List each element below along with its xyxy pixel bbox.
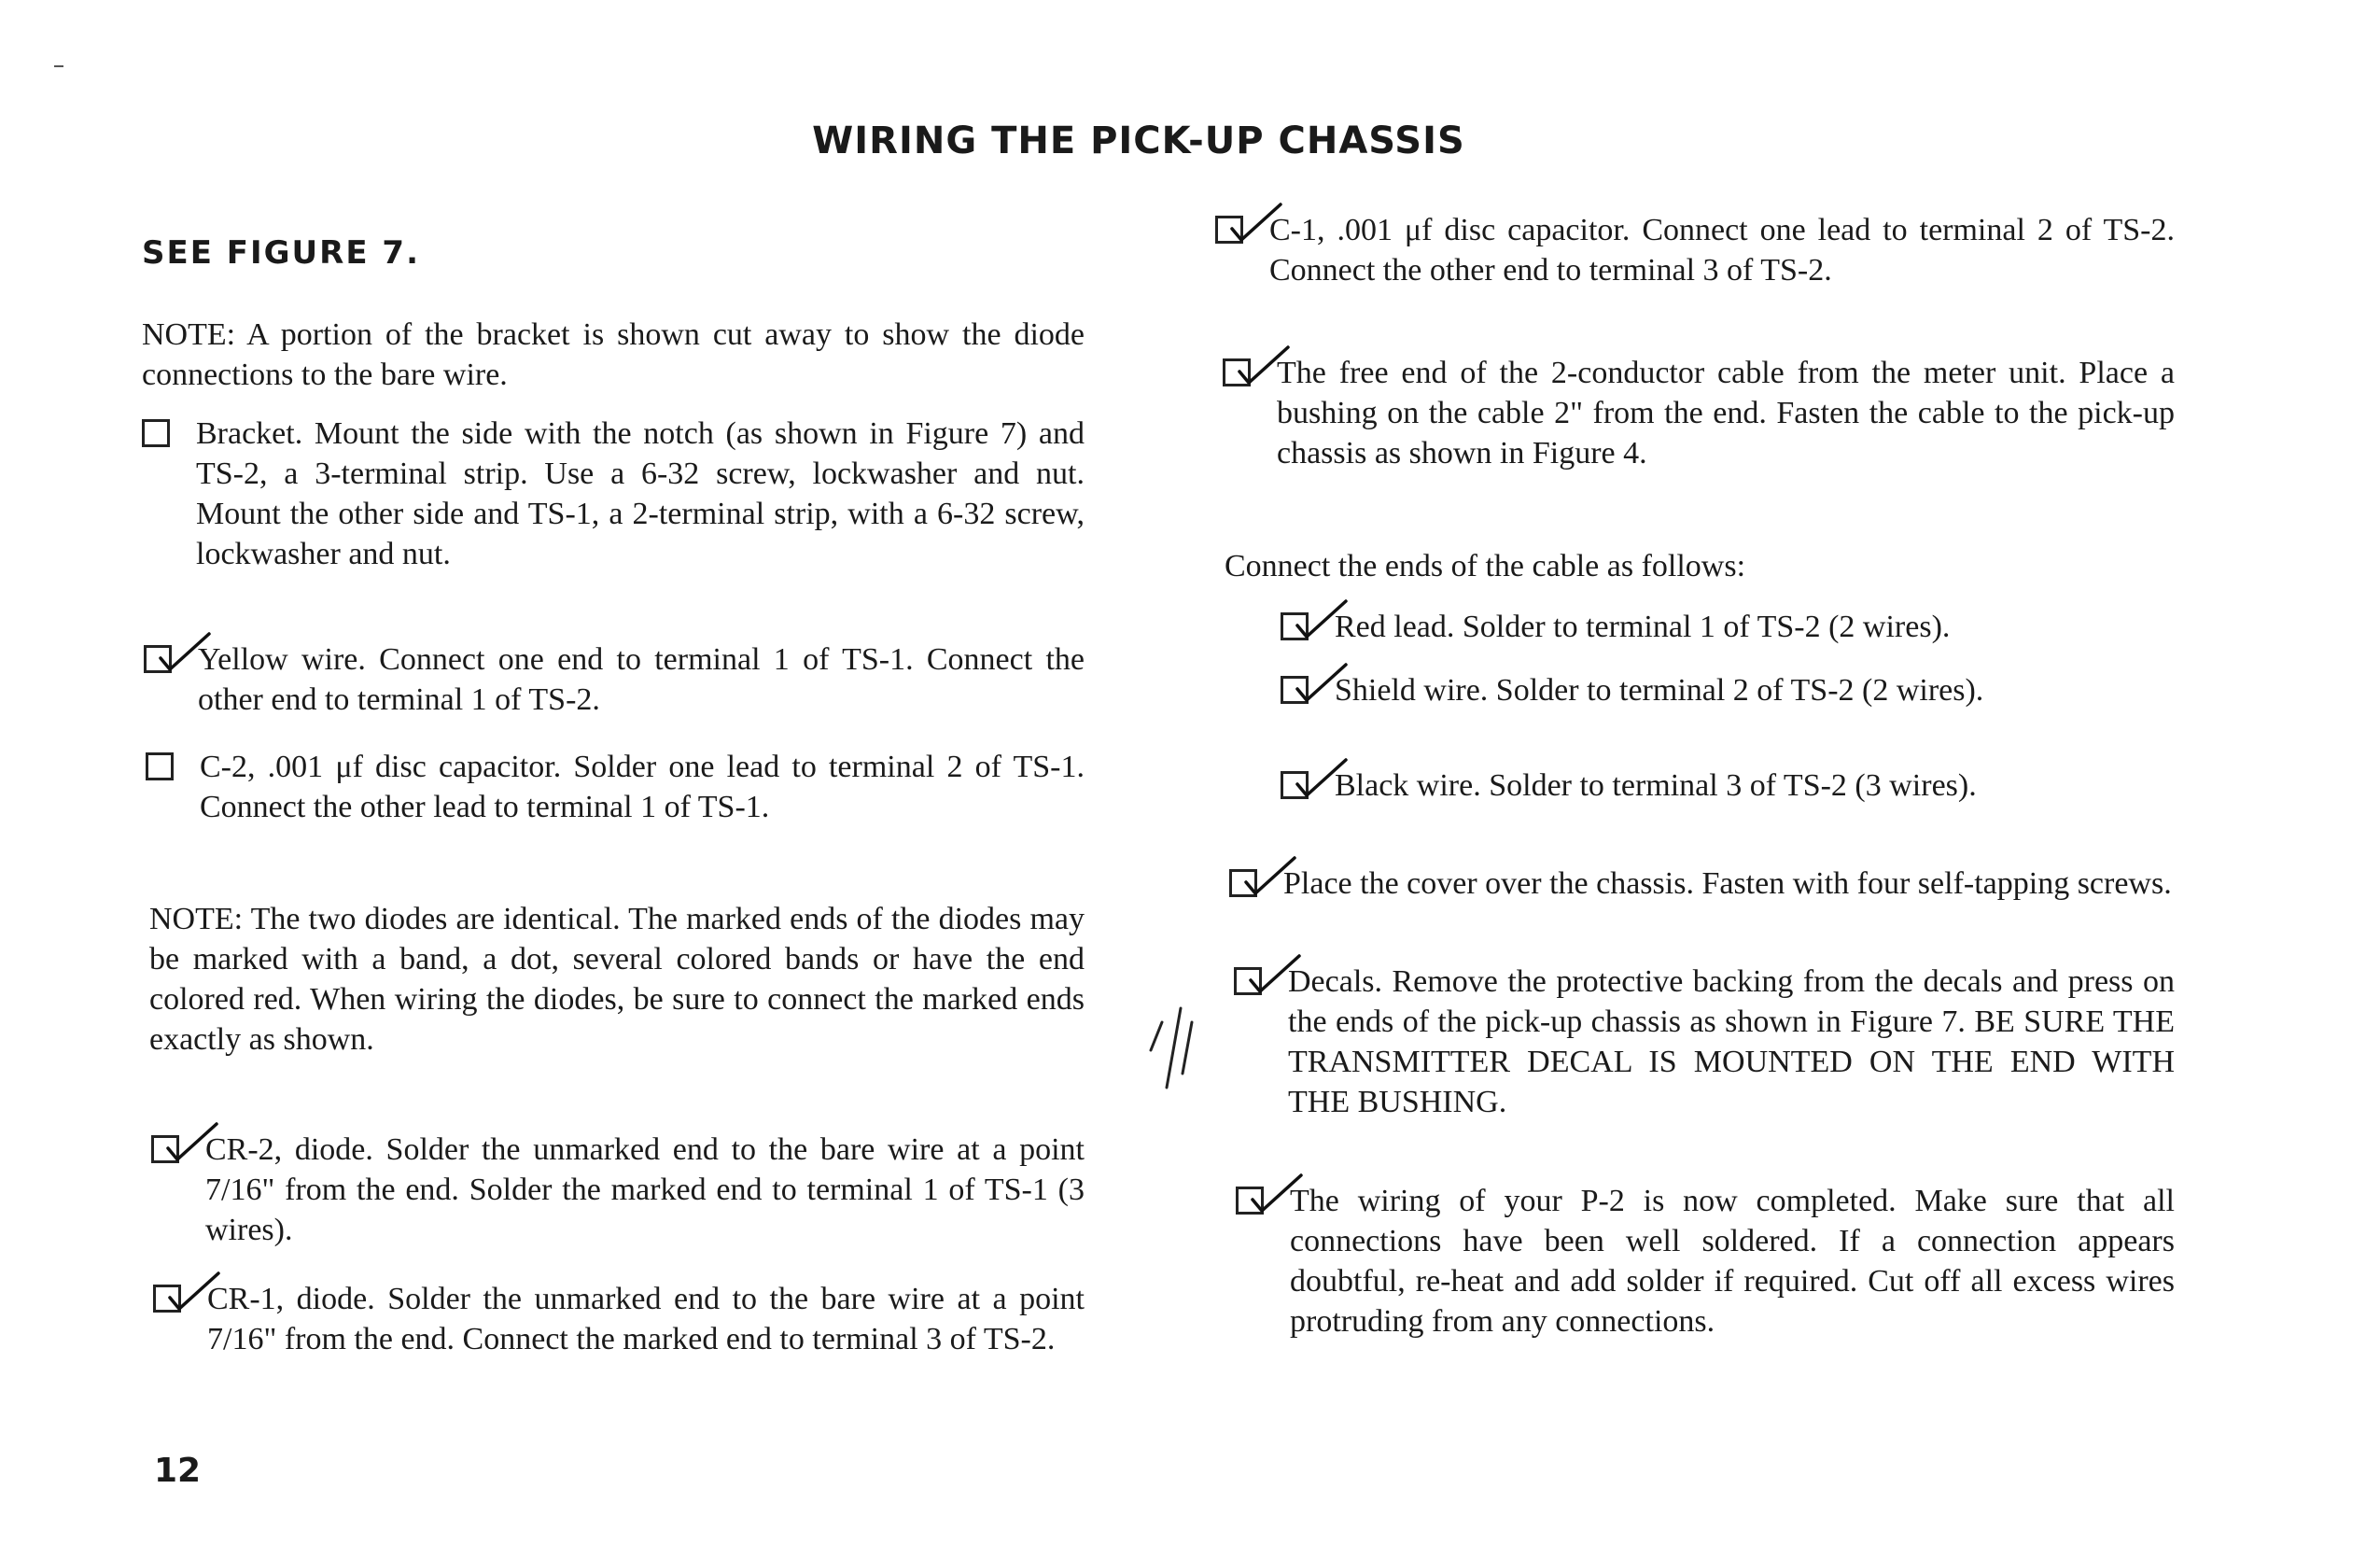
checkbox[interactable] <box>146 752 174 780</box>
step-text: Shield wire. Solder to terminal 2 of TS-2 (2 wires). <box>1335 673 1984 708</box>
step-text: CR-1, diode. Solder the unmarked end to the bare wire at a point 7/16" from the end. Connect the marked end to terminal 3 of TS-2. <box>207 1282 1085 1356</box>
page-number: 12 <box>154 1452 202 1490</box>
connect-intro: Connect the ends of the cable as follows: <box>1225 549 1746 583</box>
step-cr1-diode <box>207 1279 1085 1359</box>
check-mark-icon <box>1232 344 1297 390</box>
check-mark-icon <box>1290 597 1355 644</box>
step-text: The wiring of your P-2 is now completed. Make sure that all connections have been well soldered. If a connection appears doubtful, re-heat and add solder if required. Cut off all excess wires protruding from any connections. <box>1290 1184 2175 1339</box>
check-mark-icon <box>1245 1172 1310 1218</box>
step-text: Red lead. Solder to terminal 1 of TS-2 (2 wires). <box>1335 610 1951 644</box>
step-place-cover <box>1283 864 2175 904</box>
note-bracket: NOTE: A portion of the bracket is shown cut away to show the diode connections to the bare wire. <box>142 317 1085 392</box>
step-cr2-diode <box>205 1130 1085 1250</box>
scan-speck <box>54 65 63 67</box>
step-bracket <box>196 414 1085 574</box>
substep-red-lead <box>1335 607 2175 647</box>
step-text: The free end of the 2-conductor cable from the meter unit. Place a bushing on the cable 2" from the end. Fasten the cable to the pick-up chassis as shown in Figure 4. <box>1277 356 2175 471</box>
step-text: Yellow wire. Connect one end to terminal 1 of TS-1. Connect the other end to terminal 1 of TS-2. <box>198 642 1085 717</box>
step-text: CR-2, diode. Solder the unmarked end to the bare wire at a point 7/16" from the end. Solder the marked end to terminal 1 of TS-1 (3 wires). <box>205 1132 1085 1247</box>
check-mark-icon <box>1239 854 1304 901</box>
check-mark-icon <box>161 1120 226 1167</box>
step-cable-end <box>1277 353 2175 473</box>
step-decals <box>1288 962 2175 1122</box>
handwritten-scribble-icon <box>1143 971 1209 1092</box>
step-yellow-wire <box>198 639 1085 720</box>
step-text: Black wire. Solder to terminal 3 of TS-2 (3 wires). <box>1335 768 1977 803</box>
check-mark-icon <box>162 1270 228 1316</box>
step-text: Bracket. Mount the side with the notch (as shown in Figure 7) and TS-2, a 3-terminal strip. Use a 6-32 screw, lockwasher and nut. Mount the other side and TS-1, a 2-terminal strip, with a 6-32 screw, lockwasher and nut. <box>196 416 1085 571</box>
step-wiring-complete <box>1290 1181 2175 1341</box>
check-mark-icon <box>1290 756 1355 803</box>
see-figure-heading: SEE FIGURE 7. <box>142 234 420 272</box>
step-text: C-2, .001 μf disc capacitor. Solder one lead to terminal 2 of TS-1. Connect the other lead to terminal 1 of TS-1. <box>200 750 1085 824</box>
step-text: Decals. Remove the protective backing from the decals and press on the ends of the pick-up chassis as shown in Figure 7. BE SURE THE TRANSMITTER DECAL IS MOUNTED ON THE END WITH THE BUSHING. <box>1288 964 2175 1119</box>
note-diodes: NOTE: The two diodes are identical. The marked ends of the diodes may be marked with a band, a dot, several colored bands or have the end colored red. When wiring the diodes, be sure to connect the marked ends exactly as shown. <box>149 902 1085 1057</box>
substep-black-wire <box>1335 765 2175 806</box>
step-c1-capacitor <box>1269 210 2175 290</box>
check-mark-icon <box>1290 661 1355 708</box>
check-mark-icon <box>153 630 218 677</box>
step-c2-capacitor <box>200 747 1085 827</box>
check-mark-icon <box>1243 952 1309 999</box>
check-mark-icon <box>1225 201 1290 247</box>
checkbox[interactable] <box>142 419 170 447</box>
step-text: C-1, .001 μf disc capacitor. Connect one lead to terminal 2 of TS-2. Connect the other end to terminal 3 of TS-2. <box>1269 213 2175 288</box>
substep-shield-wire <box>1335 670 2175 710</box>
step-text: Place the cover over the chassis. Fasten with four self-tapping screws. <box>1283 866 2172 901</box>
page-title: WIRING THE PICK-UP CHASSIS <box>812 119 1465 162</box>
